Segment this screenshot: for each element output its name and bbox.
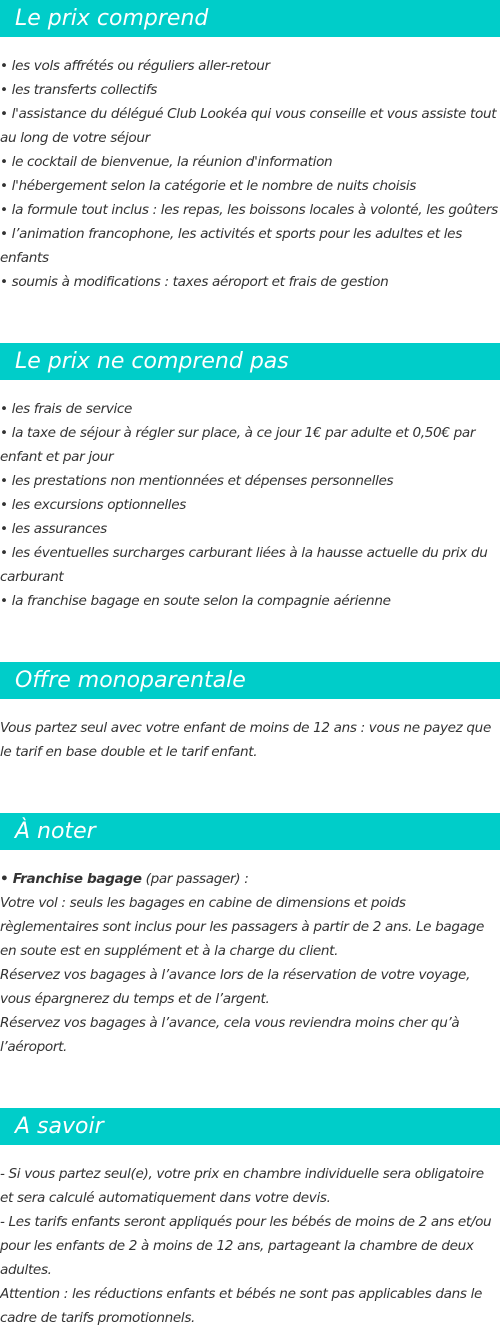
list-item: • l’animation francophone, les activités et sports pour les adultes et les enfants — [0, 226, 462, 266]
list-item: • les transferts collectifs — [0, 82, 158, 98]
list-item: • la taxe de séjour à régler sur place, à ce jour 1€ par adulte et 0,50€ par enfant et par jour — [0, 425, 476, 465]
section-note — [0, 813, 500, 1059]
list-item: • l'assistance du délégué Club Lookéa qui vous conseille et vous assiste tout au long de votre séjour — [0, 106, 497, 146]
list-item: • la formule tout inclus : les repas, les boissons locales à volonté, les goûters — [0, 202, 498, 218]
paragraph: Votre vol : seuls les bagages en cabine de dimensions et poids règlementaires sont inclus pour les passagers à partir de 2 ans. Le bagage en soute est en supplément et à la charge du client. — [0, 895, 484, 959]
paragraph: Réservez vos bagages à l’avance lors de la réservation de votre voyage, vous épargnerez du temps et de l’argent. — [0, 967, 471, 1007]
paragraph: - Si vous partez seul(e), votre prix en chambre individuelle sera obligatoire et sera calculé automatiquement dans votre devis. — [0, 1166, 484, 1206]
section-content — [0, 699, 500, 764]
list-item: • les excursions optionnelles — [0, 497, 186, 513]
list-item: • les frais de service — [0, 401, 133, 417]
list-item: • les assurances — [0, 521, 107, 537]
list-item: • la franchise bagage en soute selon la compagnie aérienne — [0, 593, 391, 609]
list-item: • les vols affrétés ou réguliers aller-retour — [0, 58, 270, 74]
section-content — [0, 37, 500, 294]
baggage-qualifier: (par passager) : — [141, 871, 249, 887]
section-title: Le prix comprend — [0, 0, 500, 37]
list-item: • l'hébergement selon la catégorie et le nombre de nuits choisis — [0, 178, 417, 194]
list-item: • le cocktail de bienvenue, la réunion d'information — [0, 154, 333, 170]
paragraph: Vous partez seul avec votre enfant de moins de 12 ans : vous ne payez que le tarif en base double et le tarif enfant. — [0, 720, 491, 760]
list-item: • soumis à modifications : taxes aéroport et frais de gestion — [0, 274, 389, 290]
baggage-heading — [0, 867, 500, 891]
paragraph: - Les tarifs enfants seront appliqués pour les bébés de moins de 2 ans et/ou pour les enfants de 2 à moins de 12 ans, partageant la chambre de deux adultes. — [0, 1214, 492, 1278]
section-content — [0, 1145, 500, 1330]
baggage-label: • Franchise bagage — [0, 871, 142, 887]
section-single-parent-offer — [0, 662, 500, 764]
section-title: Le prix ne comprend pas — [0, 343, 500, 380]
section-content — [0, 850, 500, 1059]
paragraph: Attention : les réductions enfants et bébés ne sont pas applicables dans le cadre de tarifs promotionnels. — [0, 1286, 483, 1326]
section-title: A savoir — [0, 1108, 500, 1145]
section-price-excludes — [0, 343, 500, 613]
section-title: À noter — [0, 813, 500, 850]
list-item: • les éventuelles surcharges carburant liées à la hausse actuelle du prix du carburant — [0, 545, 488, 585]
section-price-includes — [0, 0, 500, 294]
list-item: • les prestations non mentionnées et dépenses personnelles — [0, 473, 394, 489]
section-title: Offre monoparentale — [0, 662, 500, 699]
section-good-to-know — [0, 1108, 500, 1330]
section-content — [0, 380, 500, 613]
paragraph: Réservez vos bagages à l’avance, cela vous reviendra moins cher qu’à l’aéroport. — [0, 1015, 460, 1055]
